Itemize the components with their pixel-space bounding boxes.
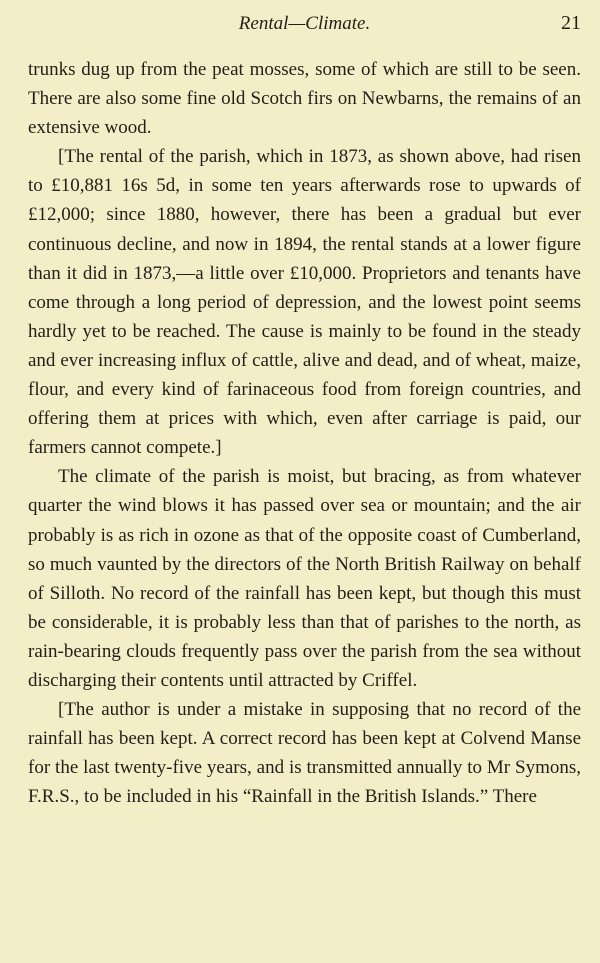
running-title: Rental—Climate. [238, 13, 371, 34]
paragraph-continuation: trunks dug up from the peat mosses, some of which are still to be seen. There are also some fine old Scotch firs on Newbarns, the remains of an extensive wood. [28, 59, 581, 139]
paragraph-rental: [The rental of the parish, which in 1873, as shown above, had risen to £10,881 16s 5d, in some ten years afterwards rose to upwards of £12,000; since 1880, however, there has been a gradual but ever continuous decline, and now in 1894, the rental stands at a lower figure than it did in 1873,—a little over £10,000. Proprietors and tenants have come through a long period of depression, and the lowest point seems hardly yet to be reached. The cause is mainly to be found in the steady and ever increasing influx of cattle, alive and dead, and of wheat, maize, flour, and every kind of farinaceous food from foreign countries, and offering them at prices with which, even after carriage is paid, our farmers cannot compete.] [28, 146, 581, 459]
body-text [28, 55, 581, 811]
paragraph-climate: The climate of the parish is moist, but bracing, as from whatever quarter the wind blows it has passed over sea or mountain; and the air probably is as rich in ozone as that of the opposite coast of Cumberland, so much vaunted by the directors of the North British Railway on behalf of Silloth. No record of the rainfall has been kept, but though this must be considerable, it is probably less than that of parishes to the north, as rain-bearing clouds frequently pass over the parish from the sea without discharging their contents until attracted by Criffel. [28, 466, 581, 691]
paragraph-rainfall-note: [The author is under a mistake in supposing that no record of the rainfall has been kept. A correct record has been kept at Colvend Manse for the last twenty-five years, and is transmitted annually to Mr Symons, F.R.S., to be included in his “Rainfall in the British Islands.” There [28, 699, 581, 808]
page-number: 21 [561, 12, 581, 34]
running-header [28, 0, 581, 42]
